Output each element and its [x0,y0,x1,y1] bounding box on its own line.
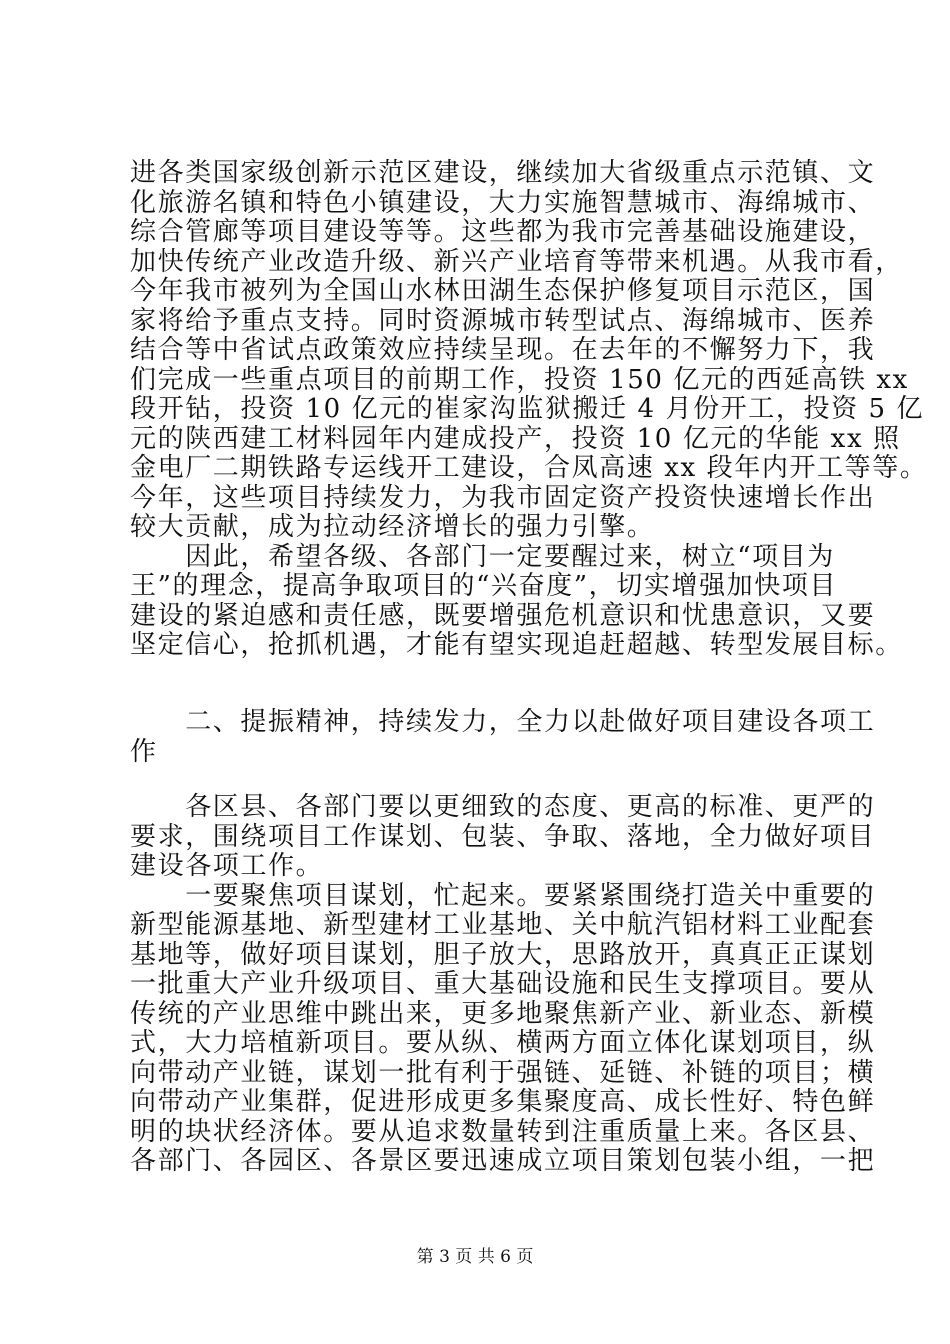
paragraph-1-line: 金电厂二期铁路专运线开工建设，合凤高速 xx 段年内开工等等。 [130,453,928,483]
paragraph-2-line: 建设的紧迫感和责任感，既要增强危机意识和忧患意识，又要 [130,600,876,631]
paragraph-4-line: 基地等，做好项目谋划，胆子放大，思路放开，真真正正谋划 [130,939,876,970]
paragraph-2-line: 坚定信心，抢抓机遇，才能有望实现追赶超越、转型发展目标。 [130,630,903,660]
paragraph-4-line: 式，大力培植新项目。要从纵、横两方面立体化谋划项目，纵 [130,1028,876,1058]
body-text-section-2 [130,792,876,1177]
paragraph-1-line: 较大贡献，成为拉动经济增长的强力引擎。 [130,512,655,542]
paragraph-4-line: 一批重大产业升级项目、重大基础设施和民生支撑项目。要从 [130,969,876,999]
paragraph-4-line: 传统的产业思维中跳出来，更多地聚焦新产业、新业态、新模 [130,998,876,1029]
paragraph-1-line: 们完成一些重点项目的前期工作，投资 150 亿元的西延高铁 xx [130,364,909,395]
paragraph-1-line: 进各类国家级创新示范区建设，继续加大省级重点示范镇、文 [130,158,876,188]
page-number-footer: 第 3 页 共 6 页 [416,1247,534,1267]
paragraph-1-line: 综合管廊等项目建设等等。这些都为我市完善基础设施建设， [130,217,876,247]
paragraph-1-line: 家将给予重点支持。同时资源城市转型试点、海绵城市、医养 [130,305,876,336]
paragraph-2-line: 因此，希望各级、各部门一定要醒过来，树立“项目为 [130,541,835,572]
paragraph-4-line: 明的块状经济体。要从追求数量转到注重质量上来。各区县、 [130,1116,876,1147]
heading-line: 二、提振精神，持续发力，全力以赴做好项目建设各项工 [130,707,876,737]
paragraph-1-line: 今年，这些项目持续发力，为我市固定资产投资快速增长作出 [130,482,876,513]
paragraph-1-line: 加快传统产业改造升级、新兴产业培育等带来机遇。从我市看， [130,246,903,277]
section-heading [130,707,876,767]
paragraph-4-line: 各部门、各园区、各景区要迅速成立项目策划包装小组，一把 [130,1146,876,1176]
paragraph-4-line: 向带动产业链，谋划一批有利于强链、延链、补链的项目；横 [130,1057,876,1088]
paragraph-1-line: 段开钻，投资 10 亿元的崔家沟监狱搬迁 4 月份开工，投资 5 亿 [130,394,925,424]
paragraph-1-line: 化旅游名镇和特色小镇建设，大力实施智慧城市、海绵城市、 [130,187,876,218]
paragraph-2-line: 王”的理念，提高争取项目的“兴奋度”，切实增强加快项目 [130,571,838,601]
paragraph-1-line: 元的陕西建工材料园年内建成投产，投资 10 亿元的华能 xx 照 [130,423,901,454]
paragraph-1-line: 今年我市被列为全国山水林田湖生态保护修复项目示范区，国 [130,276,876,306]
paragraph-1-line: 结合等中省试点政策效应持续呈现。在去年的不懈努力下，我 [130,335,876,365]
heading-line: 作 [130,736,158,767]
paragraph-4-line: 一要聚焦项目谋划，忙起来。要紧紧围绕打造关中重要的 [130,880,876,911]
paragraph-3-line: 要求，围绕项目工作谋划、包装、争取、落地，全力做好项目 [130,821,876,852]
paragraph-4-line: 向带动产业集群，促进形成更多集聚度高、成长性好、特色鲜 [130,1087,876,1117]
paragraph-3-line: 建设各项工作。 [130,851,324,881]
paragraph-4-line: 新型能源基地、新型建材工业基地、关中航汽铝材料工业配套 [130,910,876,940]
paragraph-3-line: 各区县、各部门要以更细致的态度、更高的标准、更严的 [130,792,876,822]
body-text-section-1 [130,158,928,661]
